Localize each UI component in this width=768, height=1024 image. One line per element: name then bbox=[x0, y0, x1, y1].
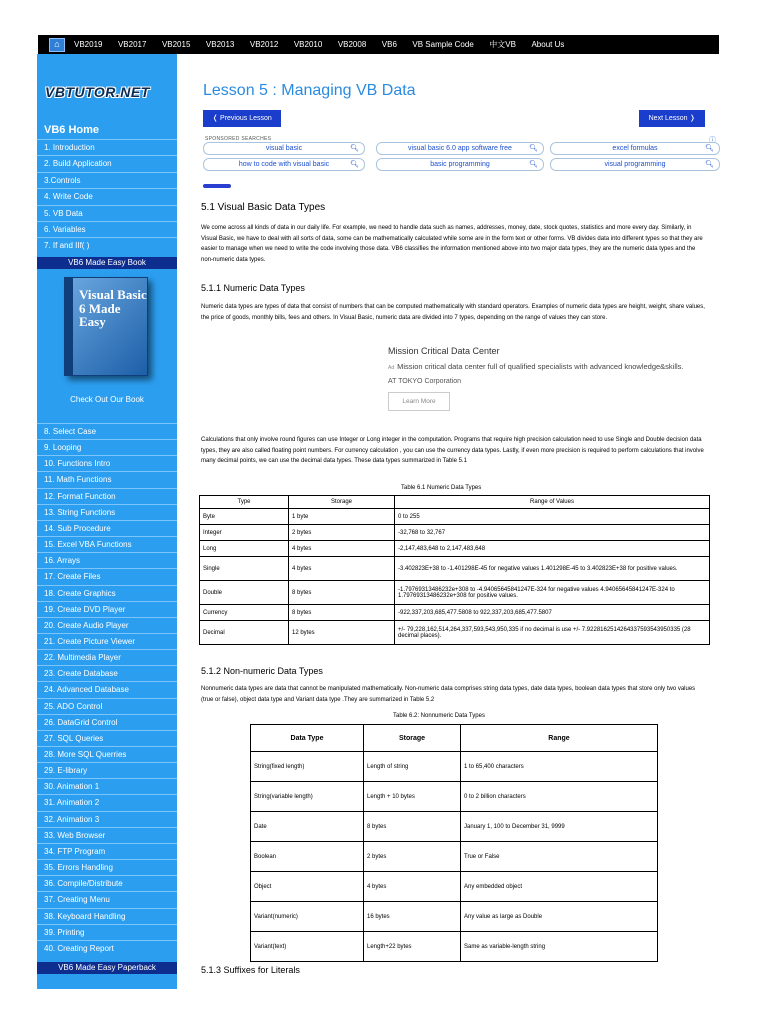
table-row bbox=[200, 557, 710, 581]
sidebar-item[interactable]: 12. Format Function bbox=[44, 491, 116, 501]
sidebar-divider bbox=[37, 698, 177, 699]
table-cell: 1 byte bbox=[289, 509, 395, 525]
table-row bbox=[200, 621, 710, 645]
table-cell: +/- 79,228,162,514,264,337,593,543,950,335 if no decimal is use +/- 7.9228162514264337593543950335 (28 decimal places). bbox=[395, 621, 710, 645]
table-row bbox=[200, 605, 710, 621]
ad-body-text: Mission critical data center full of qualified specialists with advanced knowledge&skills. bbox=[397, 362, 684, 371]
search-label: basic programming bbox=[430, 161, 490, 168]
column-header: Storage bbox=[364, 725, 461, 752]
sidebar-item[interactable]: 16. Arrays bbox=[44, 556, 81, 566]
sidebar-divider bbox=[37, 423, 177, 424]
sidebar-item[interactable]: 39. Printing bbox=[44, 927, 85, 937]
previous-lesson-button[interactable]: ❬ Previous Lesson bbox=[203, 110, 281, 127]
ad-source: AT TOKYO Corporation bbox=[388, 378, 462, 385]
next-lesson-button[interactable]: Next Lesson ❭ bbox=[639, 110, 705, 127]
sidebar-divider bbox=[37, 617, 177, 618]
nonnumeric-data-types-table bbox=[250, 724, 658, 962]
sidebar-item[interactable]: 27. SQL Queries bbox=[44, 733, 104, 743]
sidebar-item[interactable]: 14. Sub Procedure bbox=[44, 523, 111, 533]
sidebar-item[interactable]: 22. Multimedia Player bbox=[44, 653, 121, 663]
topnav-item-vb6[interactable]: VB6 bbox=[381, 40, 397, 49]
table-cell: Any value as large as Double bbox=[461, 902, 658, 932]
table-cell: String(variable length) bbox=[251, 782, 364, 812]
sidebar-divider bbox=[37, 843, 177, 844]
table-cell: True or False bbox=[461, 842, 658, 872]
search-icon: 🔍︎ bbox=[350, 145, 359, 152]
vb6-home-link[interactable]: VB6 Home bbox=[44, 124, 100, 136]
table-cell: Variant(text) bbox=[251, 932, 364, 962]
table-cell: Any embedded object bbox=[461, 872, 658, 902]
column-header: Storage bbox=[289, 496, 395, 509]
table-row bbox=[200, 509, 710, 525]
sidebar-divider bbox=[37, 155, 177, 156]
book-cover bbox=[64, 277, 148, 376]
table-row bbox=[251, 752, 658, 782]
sidebar-divider bbox=[37, 633, 177, 634]
table-header-row bbox=[200, 496, 710, 509]
sidebar-divider bbox=[37, 237, 177, 238]
sidebar-divider bbox=[37, 891, 177, 892]
table-cell: Variant(numeric) bbox=[251, 902, 364, 932]
sidebar-divider bbox=[37, 875, 177, 876]
sidebar-item[interactable]: 37. Creating Menu bbox=[44, 895, 110, 905]
home-icon[interactable]: ⌂ bbox=[49, 38, 65, 52]
sidebar-divider bbox=[37, 585, 177, 586]
sidebar-divider bbox=[37, 794, 177, 795]
sidebar-item[interactable]: 5. VB Data bbox=[44, 208, 83, 218]
table-cell: -1.79769313486232e+308 to -4.94065645841247E-324 for negative values 4.94065645841247E-324 to 1.79769313486232e+308 for positive values. bbox=[395, 581, 710, 605]
sidebar-item[interactable]: 36. Compile/Distribute bbox=[44, 879, 123, 889]
sidebar-item[interactable]: 13. String Functions bbox=[44, 507, 116, 517]
table-cell: -922,337,203,685,477.5808 to 922,337,203,685,477.5807 bbox=[395, 605, 710, 621]
sidebar-divider bbox=[37, 940, 177, 941]
table-cell: -2,147,483,648 to 2,147,483,648 bbox=[395, 541, 710, 557]
sidebar bbox=[37, 54, 177, 989]
table-row bbox=[200, 541, 710, 557]
table-cell: Length + 10 bytes bbox=[364, 782, 461, 812]
book-cover-title: Visual Basic 6 Made Easy bbox=[79, 287, 147, 330]
table-cell: Object bbox=[251, 872, 364, 902]
table-cell: Length+22 bytes bbox=[364, 932, 461, 962]
sponsored-search-how-to-code-with-visual-basic[interactable] bbox=[203, 158, 365, 171]
sponsored-search-visual-basic[interactable] bbox=[203, 142, 365, 155]
table-header-row bbox=[251, 725, 658, 752]
table1-caption: Table 6.1 Numeric Data Types bbox=[401, 485, 482, 491]
sidebar-divider bbox=[37, 504, 177, 505]
search-icon: 🔍︎ bbox=[529, 161, 538, 168]
sidebar-item[interactable]: 19. Create DVD Player bbox=[44, 604, 126, 614]
sidebar-item[interactable]: 40. Creating Report bbox=[44, 943, 114, 953]
sidebar-item[interactable]: 15. Excel VBA Functions bbox=[44, 540, 132, 550]
sidebar-divider bbox=[37, 859, 177, 860]
table-row bbox=[251, 842, 658, 872]
table-cell: 2 bytes bbox=[364, 842, 461, 872]
sponsored-search-visual-basic-6-0-app-software-free[interactable] bbox=[376, 142, 544, 155]
vb6-book-banner[interactable]: VB6 Made Easy Book bbox=[37, 257, 177, 269]
sidebar-item[interactable]: 38. Keyboard Handling bbox=[44, 911, 126, 921]
heading-5-1: 5.1 Visual Basic Data Types bbox=[201, 202, 326, 213]
info-icon[interactable]: ⓘ bbox=[709, 137, 716, 144]
sidebar-item[interactable]: 31. Animation 2 bbox=[44, 798, 100, 808]
sidebar-divider bbox=[37, 520, 177, 521]
table-cell: 1 to 65,400 characters bbox=[461, 752, 658, 782]
check-out-book-link[interactable]: Check Out Our Book bbox=[70, 395, 144, 404]
sidebar-divider bbox=[37, 172, 177, 173]
sidebar-item[interactable]: 3.Controls bbox=[44, 175, 81, 185]
table-cell: Same as variable-length string bbox=[461, 932, 658, 962]
table-cell: Decimal bbox=[200, 621, 289, 645]
sidebar-item[interactable]: 35. Errors Handling bbox=[44, 863, 113, 873]
search-label: how to code with visual basic bbox=[238, 161, 330, 168]
table-cell: 16 bytes bbox=[364, 902, 461, 932]
sidebar-item[interactable]: 24. Advanced Database bbox=[44, 685, 129, 695]
table-cell: 8 bytes bbox=[289, 605, 395, 621]
sidebar-divider bbox=[37, 730, 177, 731]
sponsored-searches-label: SPONSORED SEARCHES bbox=[205, 136, 272, 142]
column-header: Type bbox=[200, 496, 289, 509]
topnav-item-vb2010[interactable]: VB2010 bbox=[293, 40, 323, 49]
sidebar-divider bbox=[37, 439, 177, 440]
sidebar-divider bbox=[37, 827, 177, 828]
sidebar-item[interactable]: 20. Create Audio Player bbox=[44, 620, 129, 630]
topnav-item-vb2012[interactable]: VB2012 bbox=[249, 40, 279, 49]
paragraph-5-1-1: Numeric data types are types of data that consist of numbers that can be computed mathematically with standard operators. Examples of numeric data types are height, weight, share values, the price of goods, monthly bills, fees and others. In Visual Basic, numeric data are divided into 7 types, depending on the range of values they can store. bbox=[201, 304, 705, 321]
topnav-item-vb[interactable]: 中文VB bbox=[489, 40, 516, 49]
sidebar-item[interactable]: 28. More SQL Querries bbox=[44, 750, 127, 759]
learn-more-button[interactable]: Learn More bbox=[388, 392, 450, 411]
numeric-data-types-table bbox=[199, 495, 710, 645]
sidebar-divider bbox=[37, 681, 177, 682]
sidebar-item[interactable]: 6. Variables bbox=[44, 225, 86, 234]
table-cell: 4 bytes bbox=[289, 541, 395, 557]
ad-badge: Ad bbox=[388, 365, 395, 371]
sidebar-divider bbox=[37, 649, 177, 650]
paragraph-5-1: We come across all kinds of data in our daily life. For example, we need to handle data such as names, addresses, money, date, stock quotes, statistics and more every day. Similarly, in Visual Basic, we have to deal with all sorts of data, some can be mathematically calculated while some are in the form text or other forms. VB divides data into different types so that they are easier to manage when we need to write the code involving those data. VB6 classifies the information mentioned above into two major data types, they are the numeric data types and the non-numeric data types. bbox=[201, 225, 703, 263]
table-cell: January 1, 100 to December 31, 9999 bbox=[461, 812, 658, 842]
table-cell: -32,768 to 32,767 bbox=[395, 525, 710, 541]
table2-caption: Table 6.2: Nonnumeric Data Types bbox=[393, 713, 485, 719]
search-label: visual basic 6.0 app software free bbox=[408, 145, 512, 152]
table-cell: 2 bytes bbox=[289, 525, 395, 541]
table-cell: 8 bytes bbox=[289, 581, 395, 605]
tab-indicator bbox=[203, 184, 231, 188]
table-cell: -3.402823E+38 to -1.401298E-45 for negative values 1.401298E-45 to 3.402823E+38 for positive values. bbox=[395, 557, 710, 581]
sidebar-divider bbox=[37, 488, 177, 489]
sidebar-divider bbox=[37, 188, 177, 189]
sidebar-divider bbox=[37, 665, 177, 666]
sidebar-divider bbox=[37, 455, 177, 456]
search-label: visual basic bbox=[265, 145, 303, 152]
sidebar-divider bbox=[37, 221, 177, 222]
table-row bbox=[200, 581, 710, 605]
sidebar-divider bbox=[37, 568, 177, 569]
sidebar-divider bbox=[37, 471, 177, 472]
sidebar-divider bbox=[37, 205, 177, 206]
book-spine bbox=[65, 278, 73, 375]
ad-title[interactable]: Mission Critical Data Center bbox=[388, 346, 500, 356]
sidebar-item[interactable]: 32. Animation 3 bbox=[44, 814, 100, 824]
book-image[interactable] bbox=[37, 271, 177, 391]
table-cell: 0 to 2 billion characters bbox=[461, 782, 658, 812]
search-icon: 🔍︎ bbox=[705, 145, 714, 152]
table-cell: String(fixed length) bbox=[251, 752, 364, 782]
sidebar-item[interactable]: 26. DataGrid Control bbox=[44, 717, 118, 727]
advertisement[interactable] bbox=[388, 346, 688, 411]
topnav-item-vb2019[interactable]: VB2019 bbox=[74, 40, 103, 49]
topnav-item-about-us[interactable]: About Us bbox=[531, 40, 565, 49]
sidebar-item[interactable]: 25. ADO Control bbox=[44, 701, 103, 711]
site-logo[interactable]: VBTUTOR.NET bbox=[45, 84, 150, 100]
sponsored-search-basic-programming[interactable] bbox=[376, 158, 544, 171]
sidebar-item[interactable]: 8. Select Case bbox=[44, 427, 97, 436]
sidebar-item[interactable]: 17. Create Files bbox=[44, 572, 101, 582]
heading-5-1-2: 5.1.2 Non-numeric Data Types bbox=[201, 666, 323, 676]
paragraph-5-1-2: Nonnumeric data types are data that cannot be manipulated mathematically. Non-numeric data comprises string data types, date data types, boolean data types that store only two values (true or false), object data type and Variant data type .They are summarized in Table 5.2 bbox=[201, 686, 696, 703]
column-header: Range bbox=[461, 725, 658, 752]
heading-5-1-1: 5.1.1 Numeric Data Types bbox=[201, 283, 305, 293]
table-cell: Boolean bbox=[251, 842, 364, 872]
sidebar-item[interactable]: 9. Looping bbox=[44, 443, 82, 453]
table-cell: 4 bytes bbox=[289, 557, 395, 581]
sidebar-item[interactable]: 33. Web Browser bbox=[44, 830, 106, 840]
ad-body bbox=[388, 362, 688, 373]
table-cell: Length of string bbox=[364, 752, 461, 782]
search-icon: 🔍︎ bbox=[350, 161, 359, 168]
table-cell: Currency bbox=[200, 605, 289, 621]
table-cell: Date bbox=[251, 812, 364, 842]
sidebar-item[interactable]: 11. Math Functions bbox=[44, 475, 112, 485]
table-row bbox=[251, 932, 658, 962]
table-row bbox=[200, 525, 710, 541]
table-cell: Long bbox=[200, 541, 289, 557]
sidebar-divider bbox=[37, 601, 177, 602]
sponsored-search-visual-programming[interactable] bbox=[550, 158, 720, 171]
sidebar-item[interactable]: 23. Create Database bbox=[44, 669, 118, 679]
search-label: visual programming bbox=[604, 161, 666, 168]
table-row bbox=[251, 902, 658, 932]
topnav-item-vb2015[interactable]: VB2015 bbox=[161, 40, 191, 49]
sidebar-divider bbox=[37, 778, 177, 779]
sidebar-item[interactable]: 2. Build Application bbox=[44, 159, 112, 169]
sidebar-item[interactable]: 34. FTP Program bbox=[44, 846, 106, 856]
sidebar-divider bbox=[37, 924, 177, 925]
sidebar-divider bbox=[37, 746, 177, 747]
topnav-item-vb2017[interactable]: VB2017 bbox=[117, 40, 147, 49]
search-icon: 🔍︎ bbox=[529, 145, 538, 152]
table-cell: 0 to 255 bbox=[395, 509, 710, 525]
sidebar-item[interactable]: 1. Introduction bbox=[44, 143, 95, 152]
sponsored-search-excel-formulas[interactable] bbox=[550, 142, 720, 155]
table-cell: 4 bytes bbox=[364, 872, 461, 902]
table-cell: Integer bbox=[200, 525, 289, 541]
sidebar-item[interactable]: 4. Write Code bbox=[44, 192, 93, 202]
sidebar-divider bbox=[37, 811, 177, 812]
sidebar-divider bbox=[37, 714, 177, 715]
topnav-item-vb2013[interactable]: VB2013 bbox=[205, 40, 235, 49]
vb6-paperback-banner[interactable]: VB6 Made Easy Paperback bbox=[37, 962, 177, 974]
topnav-item-vb-sample-code[interactable]: VB Sample Code bbox=[412, 40, 474, 49]
sidebar-divider bbox=[37, 552, 177, 553]
search-label: excel formulas bbox=[612, 145, 658, 152]
column-header: Data Type bbox=[251, 725, 364, 752]
table-cell: Byte bbox=[200, 509, 289, 525]
search-icon: 🔍︎ bbox=[705, 161, 714, 168]
sidebar-item[interactable]: 10. Functions Intro bbox=[44, 459, 111, 469]
table-cell: Single bbox=[200, 557, 289, 581]
sidebar-item[interactable]: 7. If and IIf( ) bbox=[44, 241, 90, 251]
sidebar-item[interactable]: 29. E-library bbox=[44, 766, 88, 776]
top-navigation bbox=[38, 35, 719, 54]
sidebar-item[interactable]: 18. Create Graphics bbox=[44, 588, 116, 598]
table-row bbox=[251, 782, 658, 812]
column-header: Range of Values bbox=[395, 496, 710, 509]
page-title: Lesson 5 : Managing VB Data bbox=[203, 82, 416, 99]
heading-5-1-3: 5.1.3 Suffixes for Literals bbox=[201, 965, 300, 975]
sidebar-item[interactable]: 21. Create Picture Viewer bbox=[44, 636, 136, 646]
sidebar-item[interactable]: 30. Animation 1 bbox=[44, 782, 100, 792]
table-cell: 8 bytes bbox=[364, 812, 461, 842]
sidebar-divider bbox=[37, 139, 177, 140]
sidebar-divider bbox=[37, 536, 177, 537]
paragraph-calculations: Calculations that only involve round figures can use Integer or Long integer in the computation. Programs that require high precision calculation need to use Single and Double decision data types, they are also called floating point numbers. For currency calculation , you can use the currency data types. Lastly, if even more precision is required to perform calculations that involve many decimal points, we can use the decimal data types. These data types summarized in Table 5.1 bbox=[201, 437, 704, 464]
topnav-item-vb2008[interactable]: VB2008 bbox=[337, 40, 367, 49]
sidebar-divider bbox=[37, 762, 177, 763]
table-cell: Double bbox=[200, 581, 289, 605]
table-cell: 12 bytes bbox=[289, 621, 395, 645]
table-row bbox=[251, 812, 658, 842]
table-row bbox=[251, 872, 658, 902]
sidebar-divider bbox=[37, 908, 177, 909]
